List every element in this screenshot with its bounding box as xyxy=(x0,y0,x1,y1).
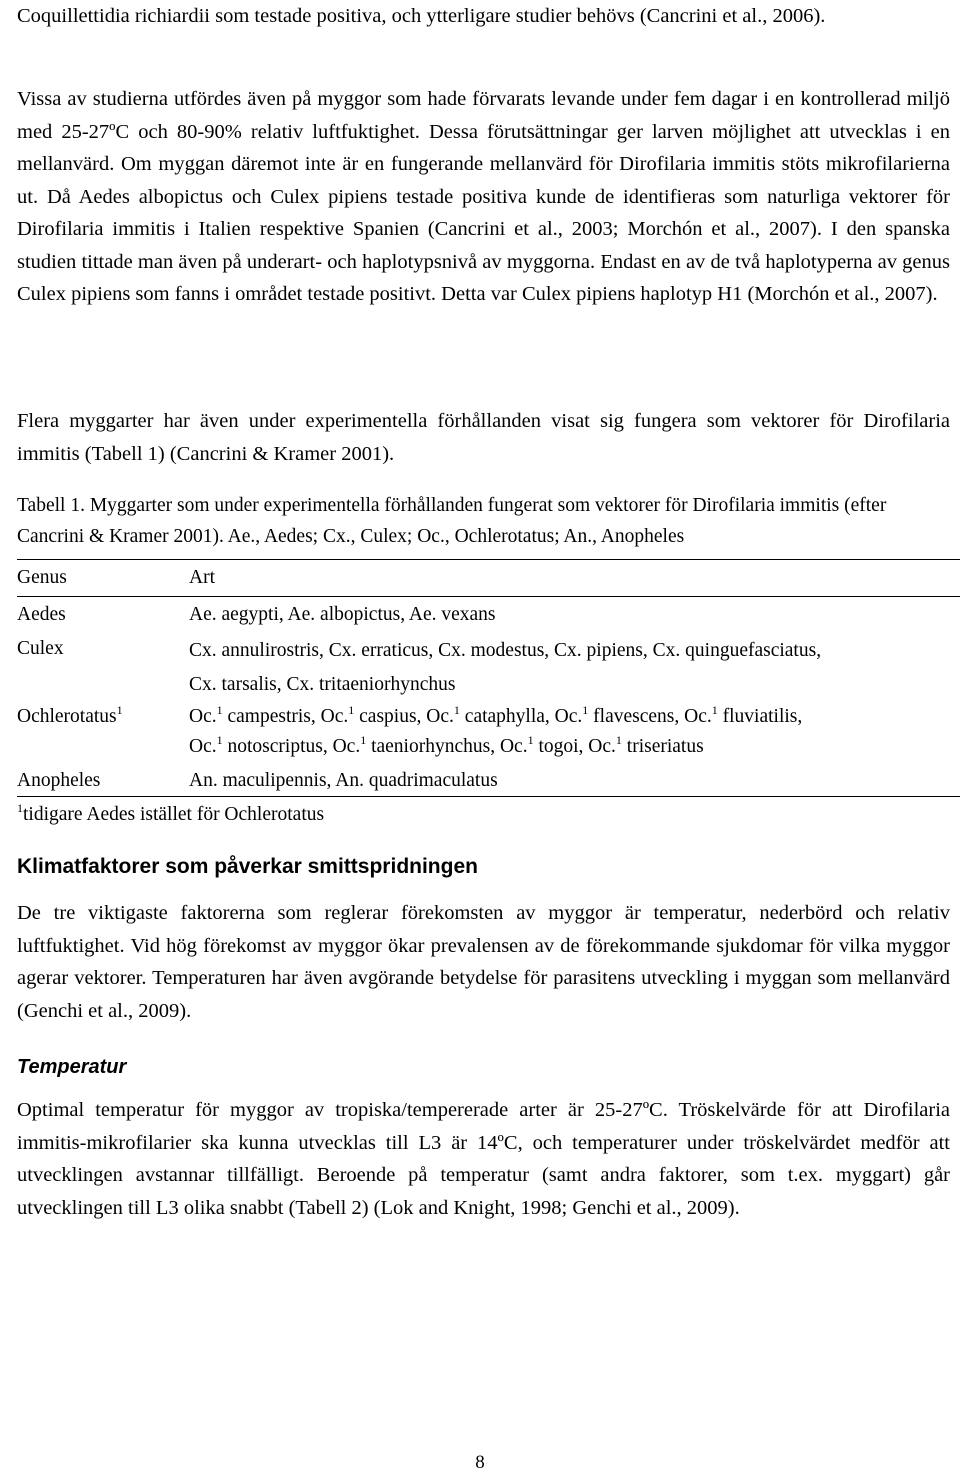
paragraph-temperature: Optimal temperatur för myggor av tropiska/tempererade arter är 25-27ºC. Tröskelvärde för att Dirofilaria immitis-mikrofilarier ska kunna utvecklas till L3 är 14ºC, och temperaturer under tröskelvärdet medför att utvecklingen avstannar tillfälligt. Beroende på temperatur (samt andra faktorer, som t.ex. myggart) går utvecklingen till L3 olika snabbt (Tabell 2) (Lok and Knight, 1998; Genchi et al., 2009). xyxy=(17,1099,950,1219)
species-text: fluviatilis, xyxy=(717,706,803,727)
species-text: taeniorhynchus, Oc. xyxy=(366,736,528,757)
footnote-marker: 1 xyxy=(348,703,355,717)
footnote-marker: 1 xyxy=(17,801,23,815)
page-number: 8 xyxy=(475,1452,485,1473)
table-footnote xyxy=(17,800,324,830)
species-text: flavescens, Oc. xyxy=(588,706,712,727)
species-text: togoi, Oc. xyxy=(533,736,616,757)
footnote-marker: 1 xyxy=(711,703,718,717)
paragraph-climate-factors: De tre viktigaste faktorerna som reglerar förekomsten av myggor är temperatur, nederbörd och relativ luftfuktighet. Vid hög förekomst av myggor ökar prevalensen av de förekommande sjukdomar för vilka myggor agerar vektorer. Temperaturen har även avgörande betydelse för parasitens utveckling i myggan som mellanvärd (Genchi et al., 2009). xyxy=(17,902,950,1022)
genus-cell: Culex xyxy=(17,638,64,659)
species-text: caspius, Oc. xyxy=(354,706,454,727)
species-line xyxy=(189,732,960,766)
genus-name: Ochlerotatus xyxy=(17,706,117,727)
footnote-marker: 1 xyxy=(360,733,367,747)
subsection-heading: Temperatur xyxy=(17,1056,127,1078)
table-bottom-rule xyxy=(17,796,960,797)
table-caption: Tabell 1. Myggarter som under experimentella förhållanden fungerat som vektorer för Dirofilaria immitis (efter Cancrini & Kramer 2001). Ae., Aedes; Cx., Culex; Oc., Ochlerotatus; An., Anopheles xyxy=(17,495,887,547)
species-text: notoscriptus, Oc. xyxy=(222,736,361,757)
species-line: Cx. tarsalis, Cx. tritaeniorhynchus xyxy=(189,674,456,695)
table-row xyxy=(17,766,960,796)
paragraph-experimental-vectors: Flera myggarter har även under experimentella förhållanden visat sig fungera som vektorer för Dirofilaria immitis (Tabell 1) (Cancrini & Kramer 2001). xyxy=(17,410,950,465)
species-cell: An. maculipennis, An. quadrimaculatus xyxy=(189,770,498,791)
genus-cell xyxy=(17,702,189,766)
footnote-marker: 1 xyxy=(216,733,223,747)
header-species: Art xyxy=(189,567,215,588)
species-cell xyxy=(189,702,960,766)
table-header-row xyxy=(17,560,960,596)
footnote-marker: 1 xyxy=(216,703,223,717)
species-table xyxy=(17,560,960,796)
header-genus: Genus xyxy=(17,567,67,588)
paragraph-continuation: Coquillettidia richiardii som testade positiva, och ytterligare studier behövs (Cancrini et al., 2006). xyxy=(17,5,826,27)
section-heading: Klimatfaktorer som påverkar smittspridningen xyxy=(17,855,478,878)
species-cell xyxy=(189,634,960,702)
species-cell: Ae. aegypti, Ae. albopictus, Ae. vexans xyxy=(189,604,496,625)
genus-cell: Aedes xyxy=(17,604,66,625)
species-text: cataphylla, Oc. xyxy=(459,706,583,727)
footnote-marker: 1 xyxy=(527,733,534,747)
table-row xyxy=(17,634,960,702)
footnote-text: tidigare Aedes istället för Ochlerotatus xyxy=(23,804,325,825)
paragraph-vector-studies: Vissa av studierna utfördes även på myggor som hade förvarats levande under fem dagar i en kontrollerad miljö med 25-27ºC och 80-90% relativ luftfuktighet. Dessa förutsättningar ger larven möjlighet att utvecklas i en mellanvärd. Om myggan däremot inte är en fungerande mellanvärd för Dirofilaria immitis stöts mikrofilarierna ut. Då Aedes albopictus och Culex pipiens testade positiva kunde de identifieras som naturliga vektorer för Dirofilaria immitis i Italien respektive Spanien (Cancrini et al., 2003; Morchón et al., 2007). I den spanska studien tittade man även på underart- och haplotypsnivå av myggorna. Endast en av de två haplotyperna av genus Culex pipiens som fanns i området testade positivt. Detta var Culex pipiens haplotyp H1 (Morchón et al., 2007). xyxy=(17,88,950,305)
species-line xyxy=(189,702,960,732)
table-row xyxy=(17,702,960,766)
footnote-marker: 1 xyxy=(582,703,589,717)
footnote-marker: 1 xyxy=(116,703,123,717)
species-text: Oc. xyxy=(189,706,217,727)
species-text: Oc. xyxy=(189,736,217,757)
footnote-marker: 1 xyxy=(615,733,622,747)
species-line: Cx. annulirostris, Cx. erraticus, Cx. modestus, Cx. pipiens, Cx. quinguefasciatus, xyxy=(189,640,822,661)
table-row xyxy=(17,596,960,634)
footnote-marker: 1 xyxy=(453,703,460,717)
genus-cell: Anopheles xyxy=(17,770,101,791)
species-text: campestris, Oc. xyxy=(222,706,349,727)
species-text: triseriatus xyxy=(621,736,704,757)
